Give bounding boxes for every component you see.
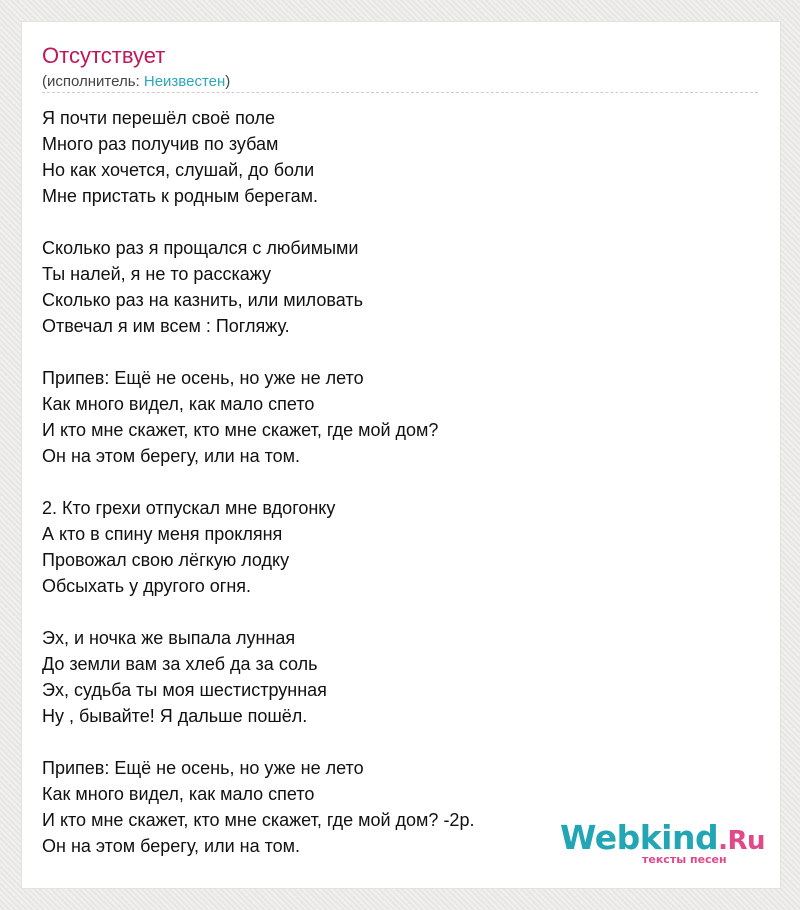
logo-name: Webkind — [560, 818, 719, 857]
lyric-line — [42, 209, 758, 235]
lyric-line: Как много видел, как мало спето — [42, 784, 315, 804]
lyric-line: Ты налей, я не то расскажу — [42, 264, 271, 284]
lyric-line: Как много видел, как мало спето — [42, 394, 315, 414]
lyric-line: До земли вам за хлеб да за соль — [42, 654, 318, 674]
lyric-line — [42, 469, 758, 495]
lyric-line — [42, 339, 758, 365]
logo-tagline: тексты песен — [642, 853, 727, 866]
lyric-line: А кто в спину меня прокляня — [42, 524, 283, 544]
artist-suffix: ) — [225, 73, 231, 90]
lyric-line: Припев: Ещё не осень, но уже не лето — [42, 368, 364, 388]
lyric-line: Мне пристать к родным берегам. — [42, 186, 318, 206]
lyric-line: Отвечал я им всем : Погляжу. — [42, 316, 290, 336]
lyric-line: 2. Кто грехи отпускал мне вдогонку — [42, 498, 336, 518]
artist-prefix: (исполнитель: — [42, 73, 144, 90]
lyric-line: Сколько раз на казнить, или миловать — [42, 290, 363, 310]
lyric-line — [42, 599, 758, 625]
lyric-line: И кто мне скажет, кто мне скажет, где мой дом? -2р. — [42, 810, 475, 830]
lyric-line: Провожал свою лёгкую лодку — [42, 550, 290, 570]
lyric-line — [42, 729, 758, 755]
lyric-line: Ну , бывайте! Я дальше пошёл. — [42, 706, 308, 726]
divider — [42, 92, 758, 93]
lyric-line: Но как хочется, слушай, до боли — [42, 160, 315, 180]
lyrics-card — [22, 22, 780, 888]
song-title: Отсутствует — [42, 43, 166, 68]
lyric-line: И кто мне скажет, кто мне скажет, где мой дом? — [42, 420, 439, 440]
lyric-line: Эх, судьба ты моя шестиструнная — [42, 680, 327, 700]
lyrics-text — [42, 105, 758, 859]
lyric-line: Эх, и ночка же выпала лунная — [42, 628, 296, 648]
lyric-line: Я почти перешёл своё поле — [42, 108, 276, 128]
logo-tld: .Ru — [718, 826, 766, 856]
lyric-line: Много раз получив по зубам — [42, 134, 279, 154]
lyric-line: Обсыхать у другого огня. — [42, 576, 252, 596]
artist-line — [42, 73, 230, 91]
lyric-line: Он на этом берегу, или на том. — [42, 836, 301, 856]
webkind-logo[interactable] — [560, 818, 766, 866]
lyric-line: Припев: Ещё не осень, но уже не лето — [42, 758, 364, 778]
artist-link[interactable]: Неизвестен — [143, 73, 226, 90]
lyric-line: Сколько раз я прощался с любимыми — [42, 238, 359, 258]
lyric-line: Он на этом берегу, или на том. — [42, 446, 301, 466]
